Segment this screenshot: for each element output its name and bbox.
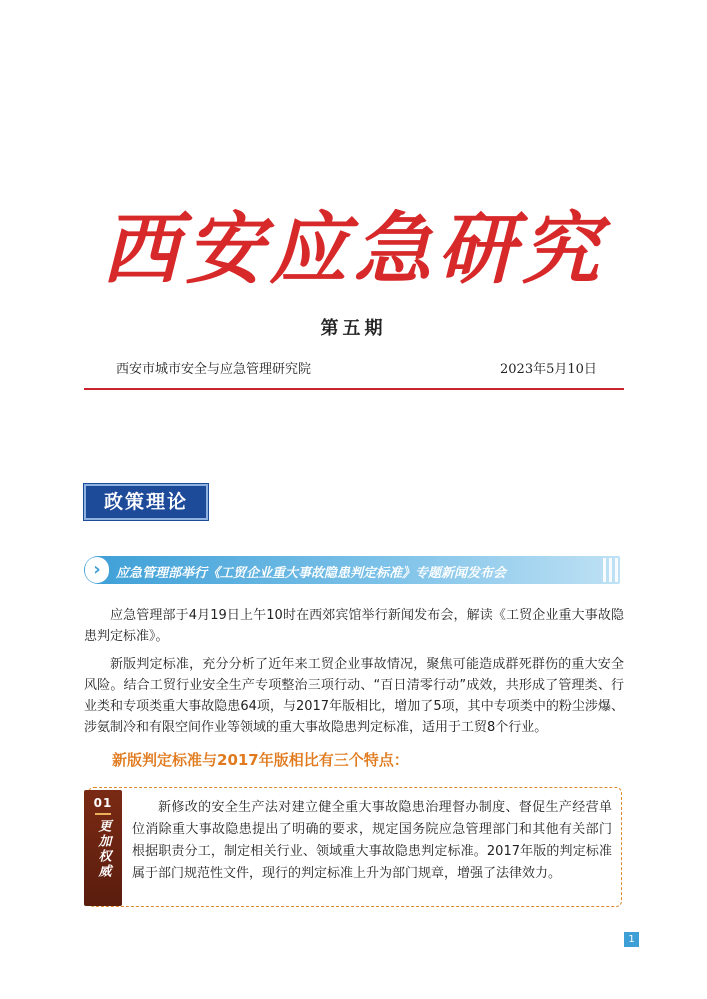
feature-number: 01 [93,796,113,810]
masthead-title: 西安应急研究 [101,204,606,295]
publication-date: 2023年5月10日 [500,362,597,377]
page-number: 1 [624,932,639,947]
chevron-right-icon: › [85,557,109,583]
banner-stripe-decoration [603,558,606,582]
issue-number: 第五期 [320,318,387,339]
banner-stripe-decoration [615,558,618,582]
banner-stripe-decoration [609,558,612,582]
tab-divider [95,813,111,815]
features-heading: 新版判定标准与2017年版相比有三个特点： [112,751,409,769]
header-divider [84,388,624,390]
feature-label: 更加权威 [95,819,111,879]
news-headline: 应急管理部举行《工贸企业重大事故隐患判定标准》专题新闻发布会 [116,566,507,581]
publisher-name: 西安市城市安全与应急管理研究院 [116,362,312,377]
body-paragraph: 新版判定标准，充分分析了近年来工贸企业事故情况，聚焦可能造成群死群伤的重大安全风险。结合工贸行业安全生产专项整治三项行动、“百日清零行动”成效，共形成了管理类、行业类和专项类重大事故隐患64项，与2017年版相比，增加了5项，其中专项类中的粉尘涉爆、涉氨制冷和有限空间作业等领域的重大事故隐患判定标准，适用于工贸8个行业。 [84,657,624,735]
feature-text: 新修改的安全生产法对建立健全重大事故隐患治理督办制度、督促生产经营单位消除重大事故隐患提出了明确的要求，规定国务院应急管理部门和其他有关部门根据职责分工，制定相关行业、领域重大事故隐患判定标准。2017年版的判定标准属于部门规范性文件，现行的判定标准上升为部门规章，增强了法律效力。 [132,800,612,881]
body-paragraph: 应急管理部于4月19日上午10时在西郊宾馆举行新闻发布会，解读《工贸企业重大事故隐患判定标准》。 [84,608,624,644]
feature-side-tab [84,790,122,906]
section-tag: 政策理论 [84,484,208,520]
